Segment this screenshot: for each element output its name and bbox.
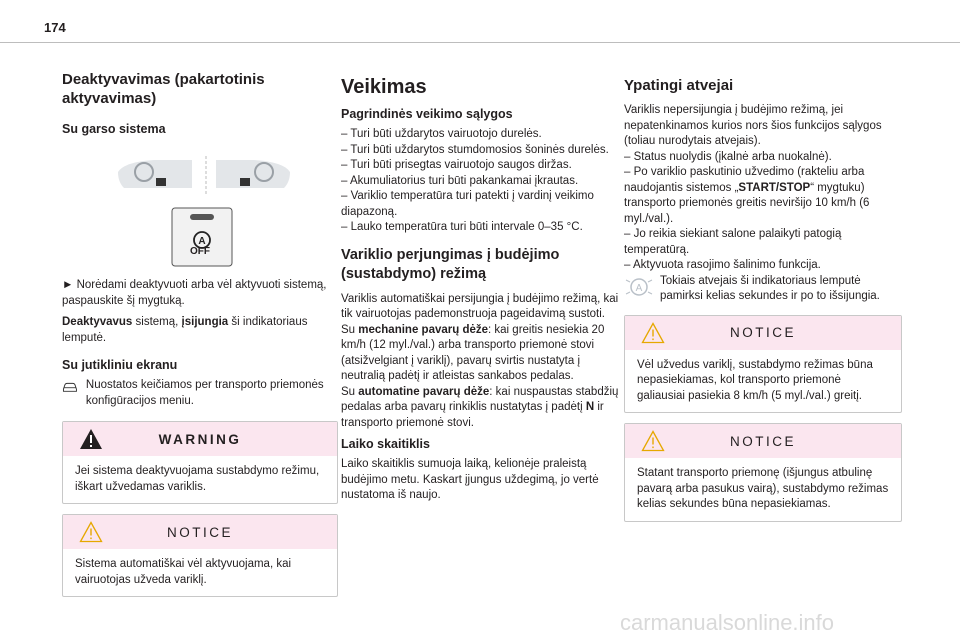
button-illustration: [62, 142, 338, 264]
condition-item: – Lauko temperatūra turi būti intervale 0–35 °C.: [341, 221, 583, 233]
svg-text:A: A: [198, 236, 206, 247]
stop-start-lamp-icon: [624, 276, 654, 298]
notice-text: Sistema automatiškai vėl aktyvuojama, kai vairuotojas užveda variklį.: [75, 558, 292, 586]
warning-icon: [79, 428, 103, 450]
warning-text: Jei sistema deaktyvuojama sustabdymo režimu, iškart užvedamas variklis.: [75, 465, 320, 493]
notice-icon: [641, 430, 665, 452]
watermark: carmanualsonline.info: [620, 610, 835, 635]
car-settings-icon: [62, 378, 78, 396]
special-case-item: – Jo reikia siekiant salone palaikyti patogią temperatūrą.: [624, 228, 842, 256]
standby-intro: Variklis automatiškai persijungia į budėjimo režimą, kai tik vairuotojas pademonstruoja pageidavimą sustoti.: [341, 292, 619, 320]
audio-system-subheading: Su garso sistema: [62, 122, 166, 136]
standby-subheading: Variklio perjungimas į budėjimo (sustabdymo) režimą: [341, 246, 560, 282]
dashboard-left-icon: [118, 160, 192, 188]
notice-box-restart: [624, 315, 902, 414]
notice-box: [62, 514, 338, 597]
off-label: OFF: [190, 246, 210, 257]
condition-item: – Turi būti uždarytos vairuotojo durelės.: [341, 128, 542, 140]
notice-text: Vėl užvedus variklį, sustabdymo režimas būna nepasiekiamas, kol transporto priemonė galiausiai pasiekia 8 km/h (5 myl./val.) greitį.: [637, 358, 873, 402]
touchscreen-note: Nuostatos keičiamos per transporto priemonės konfigūracijos meniu.: [62, 378, 338, 409]
stop-start-off-button: [172, 208, 232, 266]
column-deactivation: [62, 70, 338, 607]
warning-header: WARNING: [63, 422, 337, 456]
special-case-item: – Po variklio paskutinio užvedimo (rakteliu arba naudojantis sistemos „START/STOP“ mygtuku) transporto priemonės greitis neviršijo 10 km/h (6 myl./val.).: [624, 166, 870, 225]
column-special-cases: [624, 76, 902, 532]
timer-subheading: Laiko skaitiklis: [341, 437, 430, 451]
deactivated-text: Deaktyvavus sistemą, įsijungia ši indikatoriaus lemputė.: [62, 316, 308, 344]
notice-header: NOTICE: [625, 316, 901, 350]
special-case-item: – Aktyvuota rasojimo šalinimo funkcija.: [624, 259, 821, 271]
notice-icon: [641, 322, 665, 344]
warning-box: [62, 421, 338, 504]
manual-gearbox-text: Su mechanine pavarų dėže: kai greitis nesiekia 20 km/h (12 myl./val.) arba transporto priemonė stovi (atsižvelgiant į variklį), pavarų svirtis nustatyta į neutralią padėtį ir atleistas sankabos pedalas.: [341, 323, 605, 382]
instruction-text: ► Norėdami deaktyvuoti arba vėl aktyvuoti sistemą, paspauskite šį mygtuką.: [62, 279, 327, 307]
notice-header: NOTICE: [625, 424, 901, 458]
operation-title: Veikimas: [341, 76, 427, 98]
condition-item: – Turi būti uždarytos stumdomosios šoninės durelės.: [341, 143, 609, 156]
notice-box-parking: [624, 423, 902, 522]
page-number: 174: [44, 20, 66, 35]
notice-text: Statant transporto priemonę (išjungus atbulinę pavarą arba pasukus vairą), sustabdymo režimas kelias sekundes būna nepasiekiamas.: [637, 467, 889, 510]
column-operation: [341, 76, 619, 510]
notice-icon: [79, 521, 103, 543]
deactivation-heading: Deaktyvavimas (pakartotinis aktyvavimas): [62, 71, 265, 107]
condition-item: – Turi būti prisegtas vairuotojo saugos diržas.: [341, 159, 572, 171]
timer-text: Laiko skaitiklis sumuoja laiką, kelionėje praleistą budėjimo metu. Kaskart įjungus uždegimą, jo vertė nustatoma iš naujo.: [341, 458, 599, 501]
special-cases-title: Ypatingi atvejai: [624, 77, 734, 94]
top-divider: [0, 42, 960, 43]
special-case-item: – Status nuolydis (įkalnė arba nuokalnė).: [624, 150, 832, 163]
dashboard-right-icon: [216, 160, 290, 188]
conditions-subheading: Pagrindinės veikimo sąlygos: [341, 107, 513, 121]
special-cases-intro: Variklis nepersijungia į budėjimo režimą, jei nepatenkinamos kurios nors šios funkcijos sąlygos (toliau nurodytais atvejais).: [624, 104, 882, 147]
lamp-note: A Tokiais atvejais ši indikatoriaus lemputė pamirksi kelias sekundes ir po to išsijungia.: [624, 274, 902, 305]
touchscreen-subheading: Su jutikliniu ekranu: [62, 358, 178, 372]
condition-item: – Variklio temperatūra turi patekti į vardinį veikimo diapazoną.: [341, 190, 594, 218]
svg-text:A: A: [635, 282, 643, 294]
notice-header: NOTICE: [63, 515, 337, 549]
condition-item: – Akumuliatorius turi būti pakankamai įkrautas.: [341, 174, 579, 187]
automatic-gearbox-text: Su automatine pavarų dėže: kai nuspaustas stabdžių pedalas arba pavarų rinkiklis nustatytas į padėtį N ir transporto priemonė stovi.: [341, 385, 619, 429]
